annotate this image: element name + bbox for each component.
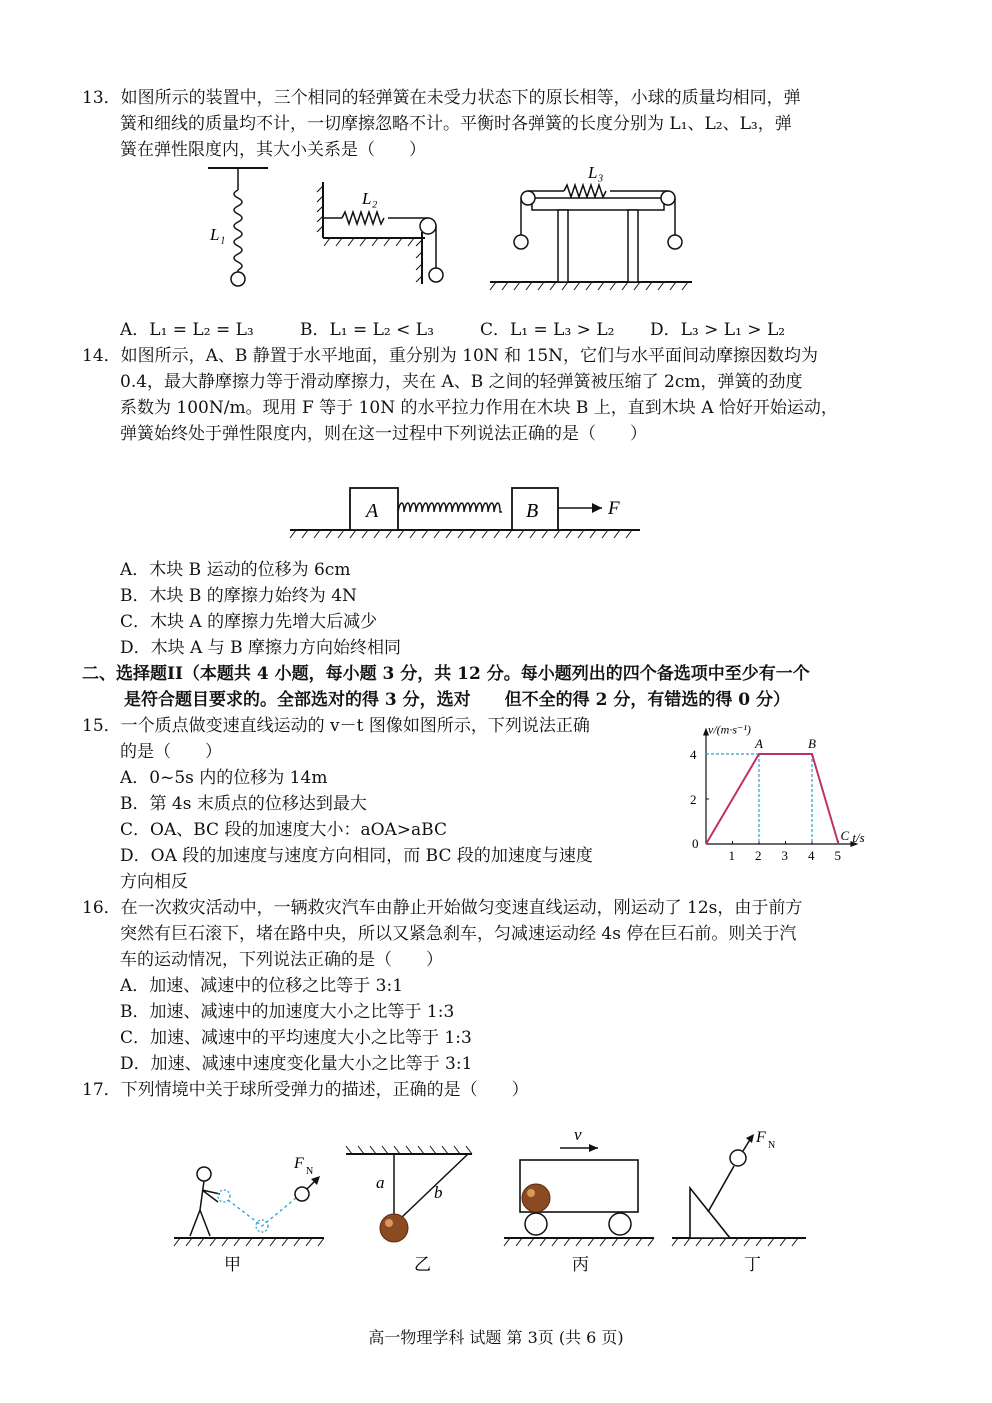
q17-line-1: 17．下列情境中关于球所受弹力的描述，正确的是（ ） — [82, 1080, 529, 1100]
q14-line-2: 0.4，最大静摩擦力等于滑动摩擦力，夹在 A、B 之间的轻弹簧被压缩了 2cm，弹簧的劲度 — [120, 372, 803, 392]
q14-option-b: B．木块 B 的摩擦力始终为 4N — [120, 586, 357, 606]
q13-fig2-horizontal-spring — [317, 182, 443, 284]
q13-label-l2: L₂ — [362, 189, 378, 208]
svg-text:v: v — [574, 1125, 582, 1144]
q14-figure — [286, 478, 646, 544]
q16-line-1: 16．在一次救灾活动中，一辆救灾汽车由静止开始做匀变速直线运动，刚运动了 12s，由于前方 — [82, 898, 803, 918]
svg-text:a: a — [376, 1173, 385, 1192]
label-ding: 丁 — [744, 1255, 761, 1274]
q17-fig-bing — [504, 1125, 654, 1274]
q13-option-c: C．L₁ = L₃ > L₂ — [480, 320, 615, 340]
compressed-spring — [398, 503, 502, 512]
y-tick-label: 4 — [690, 747, 697, 762]
section2-line-1: 二、选择题II（本题共 4 小题，每小题 3 分，共 12 分。每小题列出的四个备选项中至少有一个 — [82, 664, 810, 684]
x-axis-label: t/s — [852, 830, 865, 845]
svg-text:N: N — [768, 1140, 776, 1151]
q15-option-a: A．0~5s 内的位移为 14m — [120, 768, 328, 788]
vt-graph — [680, 716, 886, 862]
person-head — [197, 1167, 211, 1181]
person-body — [190, 1181, 220, 1236]
q13-line-3: 簧在弹性限度内，其大小关系是（ ） — [120, 140, 426, 160]
q15-option-c: C．OA、BC 段的加速度大小：aOA>aBC — [120, 820, 447, 840]
point-label-b: B — [808, 736, 816, 751]
q13-label-l1: L₁ — [210, 225, 226, 244]
q14-line-3: 系数为 100N/m。现用 F 等于 10N 的水平拉力作用在木块 B 上，直到木块 A 恰好开始运动， — [120, 398, 838, 418]
q13-line-2: 簧和细线的质量均不计，一切摩擦忽略不计。平衡时各弹簧的长度分别为 L₁、L₂、L₃，弹 — [120, 114, 792, 134]
svg-text:N: N — [306, 1166, 314, 1177]
point-label-a: A — [755, 736, 763, 751]
y-tick-label: 2 — [690, 792, 697, 807]
x-tick-label: 5 — [834, 848, 841, 862]
q13-option-d: D．L₃ > L₁ > L₂ — [650, 320, 786, 340]
q13-fig3-table-spring — [490, 163, 692, 290]
q16-line-2: 突然有巨石滚下，堵在路中央，所以又紧急刹车，匀减速运动经 4s 停在巨石前。则关于汽 — [120, 924, 797, 944]
q17-fig-ding — [672, 1129, 806, 1274]
q16-line-3: 车的运动情况，下列说法正确的是（ ） — [120, 950, 443, 970]
x-tick-label: 4 — [808, 848, 815, 862]
q14-label-a: A — [366, 500, 379, 522]
q17-fig-jia — [174, 1155, 324, 1274]
svg-text:F: F — [294, 1155, 304, 1172]
q13-option-a: A．L₁ = L₂ = L₃ — [120, 320, 254, 340]
point-label-c: C — [840, 828, 850, 843]
q14-label-b: B — [526, 500, 539, 522]
q15-line-1: 15．一个质点做变速直线运动的 v－t 图像如图所示，下列说法正确 — [82, 716, 590, 736]
q13-option-b: B．L₁ = L₂ < L₃ — [300, 320, 434, 340]
q15-option-d: D．OA 段的加速度与速度方向相同，而 BC 段的加速度与速度 — [120, 846, 593, 866]
q14-option-a: A．木块 B 运动的位移为 6cm — [120, 560, 351, 580]
q16-option-c: C．加速、减速中的平均速度大小之比等于 1:3 — [120, 1028, 472, 1048]
vt-series-line — [706, 754, 839, 844]
q16-option-b: B．加速、减速中的加速度大小之比等于 1:3 — [120, 1002, 455, 1022]
q14-option-c: C．木块 A 的摩擦力先增大后减少 — [120, 612, 378, 632]
q15-option-b: B．第 4s 末质点的位移达到最大 — [120, 794, 367, 814]
ball-jia — [295, 1187, 309, 1201]
origin-label: 0 — [692, 836, 699, 851]
x-tick-label: 2 — [755, 848, 762, 862]
q17-figure — [168, 1118, 818, 1284]
q14-line-4: 弹簧始终处于弹性限度内，则在这一过程中下列说法正确的是（ ） — [120, 424, 647, 444]
q13-label-l3: L₃ — [588, 163, 604, 182]
svg-text:F: F — [756, 1129, 766, 1146]
q15-option-d-cont: 方向相反 — [120, 872, 188, 892]
q13-fig1-vertical-spring — [208, 168, 268, 286]
label-bing: 丙 — [572, 1255, 589, 1274]
label-yi: 乙 — [414, 1255, 431, 1274]
y-axis-label: v/(m·s⁻¹) — [708, 722, 751, 737]
q14-line-1: 14．如图所示，A、B 静置于水平地面，重分别为 10N 和 15N，它们与水平面间动摩擦因数均为 — [82, 346, 819, 366]
ball-ding — [730, 1150, 746, 1166]
q17-fig-yi — [346, 1146, 472, 1274]
x-tick-label: 3 — [781, 848, 788, 862]
q16-option-d: D．加速、减速中速度变化量大小之比等于 3:1 — [120, 1054, 473, 1074]
ball-bing — [522, 1184, 550, 1212]
ball-yi — [380, 1214, 408, 1242]
q14-option-d: D．木块 A 与 B 摩擦力方向始终相同 — [120, 638, 402, 658]
q15-line-2: 的是（ ） — [120, 742, 222, 762]
wedge — [690, 1188, 730, 1238]
page-footer: 高一物理学科 试题 第 3页 (共 6 页) — [368, 1328, 624, 1347]
svg-text:b: b — [434, 1183, 443, 1202]
q13-figure — [190, 160, 700, 300]
q16-option-a: A．加速、减速中的位移之比等于 3:1 — [120, 976, 404, 996]
q13-line-1: 13．如图所示的装置中，三个相同的轻弹簧在未受力状态下的原长相等，小球的质量均相同，弹 — [82, 88, 801, 108]
label-jia: 甲 — [224, 1255, 241, 1274]
section2-line-2: 是符合题目要求的。全部选对的得 3 分，选对 但不全的得 2 分，有错选的得 0 分） — [124, 690, 790, 710]
q14-label-f: F — [608, 498, 620, 519]
x-tick-label: 1 — [728, 848, 735, 862]
